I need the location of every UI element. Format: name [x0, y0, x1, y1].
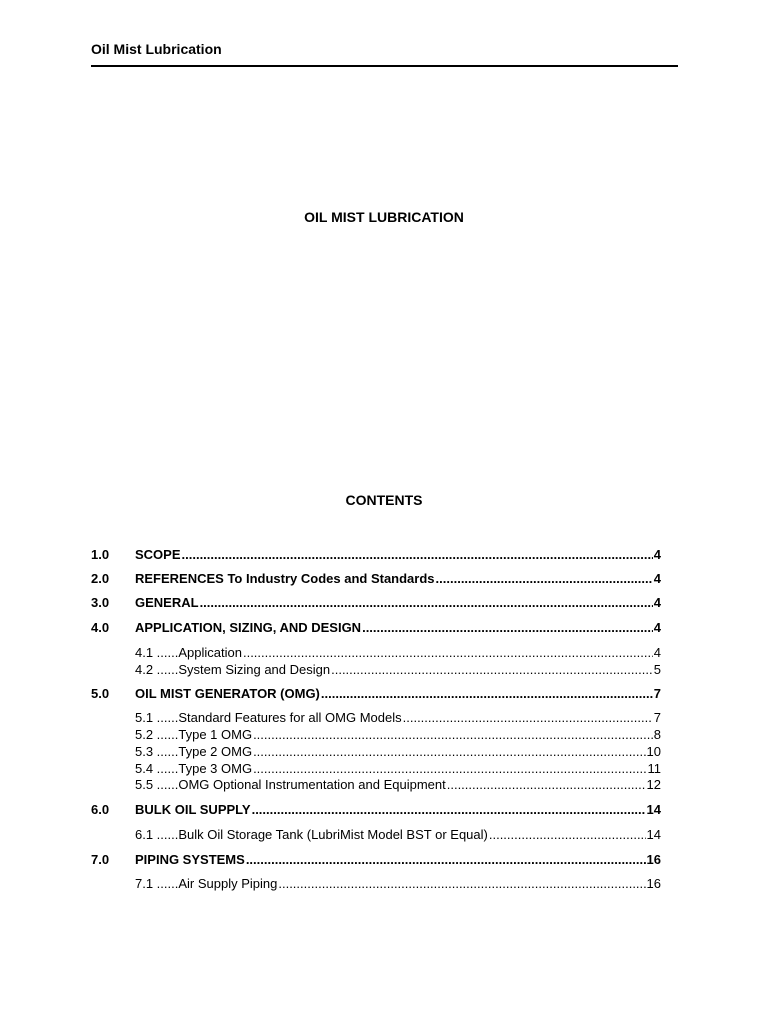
toc-page-number: 7 [653, 686, 661, 701]
toc-subsection-number: 5.4 ...... [135, 761, 179, 776]
toc-subsection-entry[interactable] [91, 826, 661, 844]
toc-section-number: 7.0 [91, 852, 110, 867]
contents-heading: CONTENTS [345, 492, 423, 508]
toc-page-number: 4 [653, 620, 661, 635]
toc-dot-leader [436, 570, 653, 588]
toc-page-number: 8 [653, 727, 661, 742]
toc-dot-leader [331, 661, 653, 679]
toc-subsection-entry[interactable] [91, 726, 661, 744]
document-title: OIL MIST LUBRICATION [304, 209, 464, 225]
toc-page-number: 16 [646, 876, 661, 891]
toc-entry-title: Type 2 OMG [178, 744, 253, 759]
toc-subsection-entry[interactable] [91, 661, 661, 679]
toc-section-number: 1.0 [91, 547, 110, 562]
toc-section-number: 4.0 [91, 620, 110, 635]
toc-entry-title: BULK OIL SUPPLY [135, 802, 251, 817]
running-header: Oil Mist Lubrication [91, 41, 222, 57]
header-rule [91, 65, 678, 67]
toc-page-number: 11 [647, 761, 661, 776]
toc-dot-leader [200, 594, 653, 612]
toc-entry-title: Type 1 OMG [178, 727, 253, 742]
toc-section-entry[interactable] [91, 851, 661, 869]
toc-page-number: 4 [653, 645, 661, 660]
toc-section-entry[interactable] [91, 546, 661, 564]
toc-subsection-entry[interactable] [91, 743, 661, 761]
toc-entry-title: OIL MIST GENERATOR (OMG) [135, 686, 320, 701]
toc-dot-leader [321, 685, 653, 703]
toc-page-number: 7 [653, 710, 661, 725]
toc-page-number: 16 [646, 852, 661, 867]
toc-section-entry[interactable] [91, 685, 661, 703]
toc-page-number: 14 [646, 827, 661, 842]
toc-section-number: 6.0 [91, 802, 110, 817]
toc-section-number: 5.0 [91, 686, 110, 701]
toc-entry-title: APPLICATION, SIZING, AND DESIGN [135, 620, 362, 635]
toc-section-number: 2.0 [91, 571, 110, 586]
toc-entry-title: Application [178, 645, 242, 660]
toc-dot-leader [489, 826, 646, 844]
toc-section-entry[interactable] [91, 801, 661, 819]
toc-dot-leader [362, 619, 653, 637]
toc-subsection-number: 7.1 ...... [135, 876, 179, 891]
toc-subsection-number: 5.5 ...... [135, 777, 179, 792]
toc-subsection-entry[interactable] [91, 776, 661, 794]
toc-dot-leader [403, 709, 653, 727]
toc-dot-leader [246, 851, 646, 869]
toc-subsection-entry[interactable] [91, 875, 661, 893]
toc-section-entry[interactable] [91, 619, 661, 637]
toc-subsection-entry[interactable] [91, 709, 661, 727]
toc-entry-title: Bulk Oil Storage Tank (LubriMist Model BST or Equal) [178, 827, 488, 842]
toc-dot-leader [253, 743, 645, 761]
toc-entry-title: System Sizing and Design [178, 662, 331, 677]
toc-entry-title: OMG Optional Instrumentation and Equipment [178, 777, 446, 792]
toc-dot-leader [278, 875, 645, 893]
toc-entry-title: SCOPE [135, 547, 181, 562]
toc-page-number: 4 [653, 595, 661, 610]
toc-subsection-number: 4.2 ...... [135, 662, 179, 677]
toc-page-number: 4 [653, 571, 661, 586]
toc-page-number: 12 [646, 777, 661, 792]
toc-page-number: 4 [653, 547, 661, 562]
toc-entry-title: Type 3 OMG [178, 761, 253, 776]
toc-subsection-number: 5.2 ...... [135, 727, 179, 742]
toc-entry-title: PIPING SYSTEMS [135, 852, 245, 867]
toc-dot-leader [447, 776, 646, 794]
toc-dot-leader [182, 546, 653, 564]
toc-section-entry[interactable] [91, 594, 661, 612]
toc-dot-leader [243, 644, 653, 662]
toc-subsection-number: 6.1 ...... [135, 827, 179, 842]
toc-entry-title: Air Supply Piping [178, 876, 278, 891]
toc-page-number: 14 [646, 802, 661, 817]
toc-subsection-number: 5.3 ...... [135, 744, 179, 759]
toc-subsection-number: 5.1 ...... [135, 710, 179, 725]
toc-entry-title: Standard Features for all OMG Models [178, 710, 402, 725]
toc-subsection-entry[interactable] [91, 644, 661, 662]
toc-page-number: 10 [646, 744, 661, 759]
toc-dot-leader [253, 726, 653, 744]
toc-entry-title: REFERENCES To Industry Codes and Standards [135, 571, 435, 586]
toc-subsection-number: 4.1 ...... [135, 645, 179, 660]
toc-page-number: 5 [653, 662, 661, 677]
toc-entry-title: GENERAL [135, 595, 199, 610]
toc-dot-leader [252, 801, 646, 819]
toc-section-number: 3.0 [91, 595, 110, 610]
toc-section-entry[interactable] [91, 570, 661, 588]
